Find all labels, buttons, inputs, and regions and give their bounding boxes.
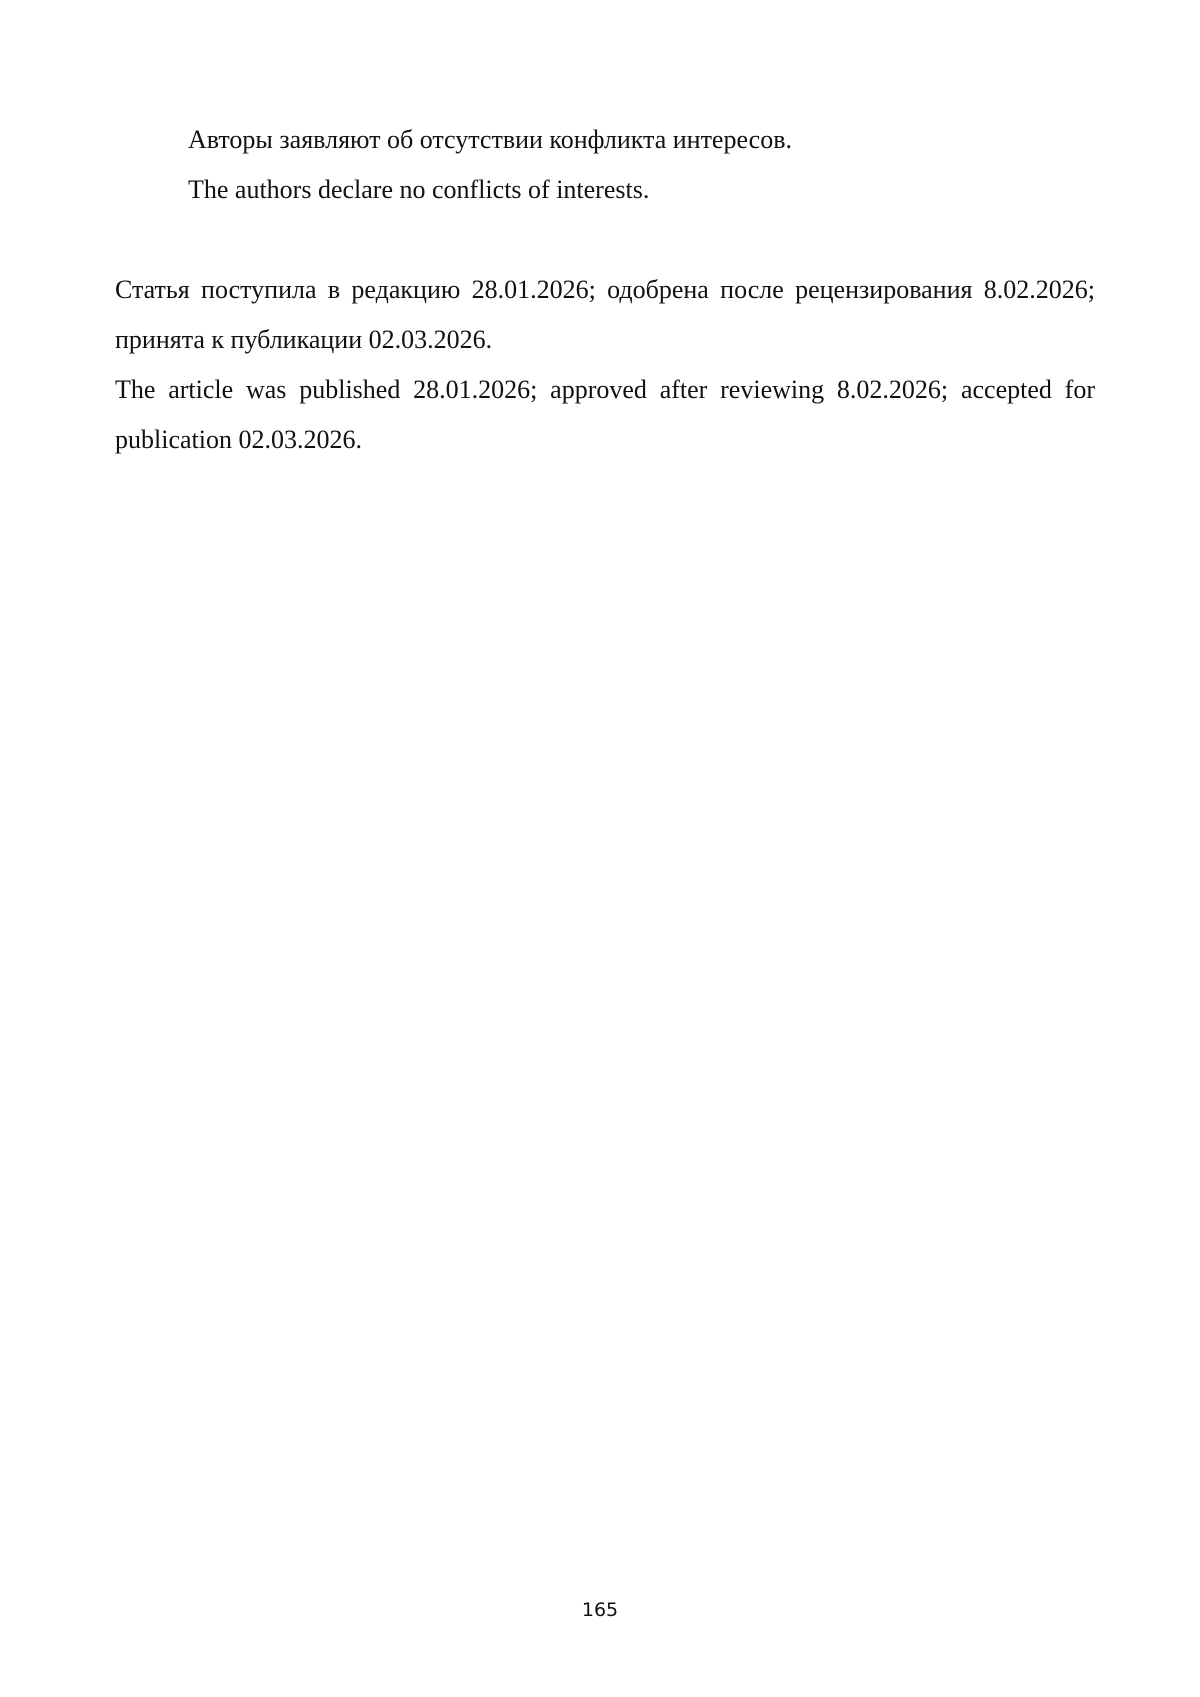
article-history-section bbox=[115, 265, 1095, 465]
article-history-ru: Статья поступила в редакцию 28.01.2026; одобрена после рецензирования 8.02.2026; принята к публикации 02.03.2026. bbox=[115, 275, 1095, 354]
page-number: 165 bbox=[581, 1599, 619, 1621]
conflict-statement-en: The authors declare no conflicts of interests. bbox=[188, 175, 650, 204]
conflict-statement-ru: Авторы заявляют об отсутствии конфликта интересов. bbox=[188, 125, 792, 154]
conflict-of-interest-section bbox=[115, 115, 1095, 215]
article-history-en: The article was published 28.01.2026; approved after reviewing 8.02.2026; accepted for publication 02.03.2026. bbox=[115, 375, 1095, 454]
